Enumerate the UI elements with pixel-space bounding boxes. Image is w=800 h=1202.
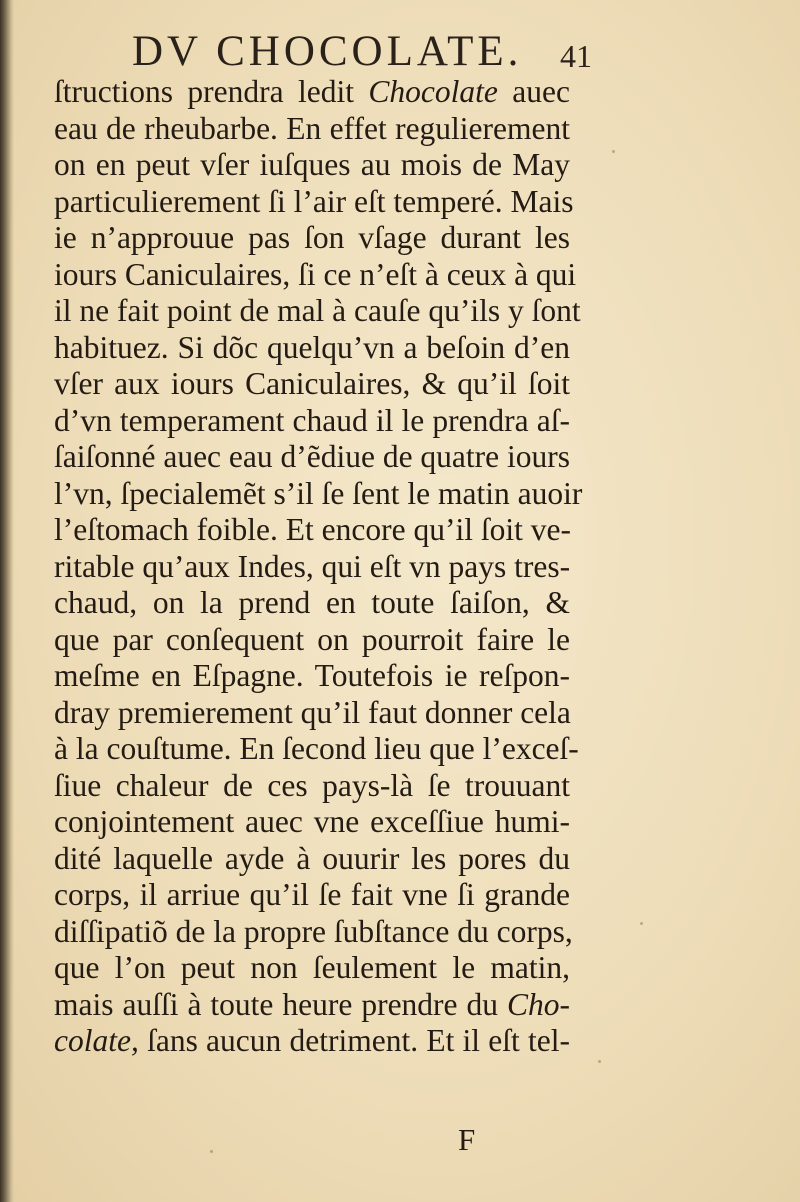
text-line <box>54 768 570 805</box>
text-line <box>54 475 583 513</box>
text-segment: que l’on peut non ſeulement le matin, <box>54 950 570 985</box>
text-line <box>54 841 570 878</box>
text-segment: il ne fait point de mal à cauſe qu’ils y ſont <box>54 293 581 328</box>
text-line <box>54 1023 570 1060</box>
text-line <box>54 913 573 951</box>
text-segment: iours Caniculaires, ſi ce n’eſt à ceux à qui <box>54 256 577 292</box>
text-segment: corps, il arriue qu’il ſe fait vne ſi grande <box>54 877 570 912</box>
text-line <box>54 731 579 768</box>
text-segment: que par conſequent on pourroit faire le <box>54 621 570 657</box>
text-segment: ritable qu’aux Indes, qui eſt vn pays tres- <box>54 548 571 584</box>
text-line <box>54 549 570 586</box>
running-title: DV CHOCOLATE. <box>132 28 523 75</box>
text-line <box>54 74 570 111</box>
italic-word: Chocolate <box>368 74 498 109</box>
text-segment: à la couſtume. En ſecond lieu que l’exceſ- <box>54 731 579 766</box>
text-line <box>54 147 570 184</box>
text-segment: mais auſſi à toute heure prendre du <box>54 986 507 1022</box>
text-line <box>54 950 570 987</box>
text-line <box>54 403 570 440</box>
text-segment: eau de rheubarbe. En effet regulierement <box>54 110 570 146</box>
text-segment: diſſipatiõ de la propre ſubſtance du corps, <box>54 913 573 949</box>
page-number: 41 <box>560 38 592 74</box>
text-line <box>54 366 570 403</box>
text-line <box>54 658 570 695</box>
text-line <box>54 256 577 294</box>
text-segment: auec <box>497 74 570 109</box>
text-segment: ſtructions prendra ledit <box>54 74 369 109</box>
text-segment: ſans aucun detriment. Et il eſt tel- <box>138 1023 570 1058</box>
text-segment: habituez. Si dõc quelqu’vn a beſoin d’en <box>54 329 570 365</box>
text-line <box>54 877 570 914</box>
text-line <box>54 512 570 549</box>
text-segment: particulierement ſi l’air eſt temperé. Mais <box>54 183 574 219</box>
text-segment: l’eſtomach foible. Et encore qu’il ſoit ve- <box>54 512 571 547</box>
paper-speck <box>210 1150 213 1153</box>
binding-edge <box>0 0 14 1202</box>
signature-mark: F <box>458 1122 476 1157</box>
text-line <box>54 330 570 367</box>
text-line <box>54 585 570 622</box>
text-segment: ſaiſonné auec eau d’ẽdiue de quatre iours <box>54 439 571 474</box>
text-line <box>54 183 574 221</box>
text-line <box>54 111 570 148</box>
text-segment: ie n’approuue pas ſon vſage durant les <box>54 220 570 255</box>
text-segment: d’vn temperament chaud il le prendra aſ- <box>54 402 570 438</box>
body-text <box>54 74 583 1060</box>
text-line <box>54 804 570 841</box>
italic-word: Cho- <box>507 986 570 1022</box>
text-line <box>54 622 570 659</box>
italic-word: colate, <box>54 1023 139 1058</box>
text-line <box>54 987 570 1024</box>
text-segment: vſer aux iours Caniculaires, & qu’il ſoit <box>54 366 570 401</box>
text-line <box>54 439 570 476</box>
paper-speck <box>640 922 643 925</box>
text-segment: on en peut vſer iuſques au mois de May <box>54 147 570 182</box>
text-segment: dité laquelle ayde à ouurir les pores du <box>54 840 570 876</box>
text-segment: conjointement auec vne exceſſiue humi- <box>54 804 570 839</box>
running-head <box>132 28 592 76</box>
text-line <box>54 695 570 732</box>
text-segment: meſme en Eſpagne. Toutefois ie reſpon- <box>54 658 570 693</box>
text-segment: l’vn, ſpecialemẽt s’il ſe ſent le matin auoir <box>54 475 583 511</box>
text-segment: dray premierement qu’il faut donner cela <box>54 694 571 730</box>
text-segment: ſiue chaleur de ces pays-là ſe trouuant <box>54 767 570 803</box>
text-segment: chaud, on la prend en toute ſaiſon, & <box>54 585 570 620</box>
text-line <box>54 220 570 257</box>
paper-speck <box>612 150 615 153</box>
text-line <box>54 293 581 330</box>
paper-speck <box>598 1060 601 1063</box>
